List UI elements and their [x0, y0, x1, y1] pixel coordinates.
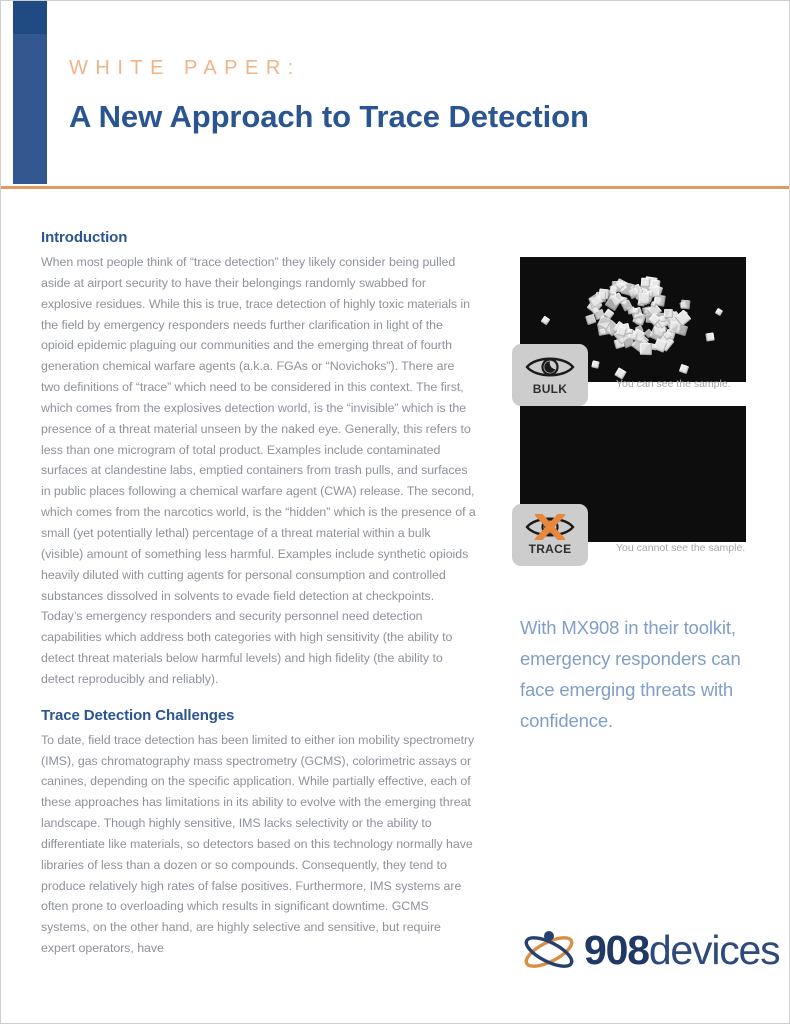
bulk-caption: You can see the sample.	[616, 378, 731, 390]
crystal-fleck	[591, 360, 599, 368]
article-body-column	[41, 229, 476, 959]
page-title: A New Approach to Trace Detection	[69, 99, 589, 134]
company-logo	[520, 926, 779, 974]
section-heading-introduction: Introduction	[41, 229, 128, 246]
section-paragraph-introduction: When most people think of “trace detection” they likely consider being pulled aside at airport security to have their belongings randomly swabbed for explosive residues. While this is true, trace detection of highly toxic materials in the field by emergency responders needs further clarification in light of the opioid epidemic plaguing our communities and the emerging threat of fourth generation chemical warfare agents (a.k.a. FGAs or “Novichoks”). There are two definitions of “trace” which need to be considered in this context. The first, which comes from the explosives detection world, is the “invisible” which is the presence of a threat material unseen by the naked eye. Generally, this refers to less than one microgram of total product. Examples include contaminated surfaces at clandestine labs, emptied containers from trash pulls, and surfaces in public places following a chemical warfare agent (CWA) release. The second, which comes from the narcotics world, is the “hidden” which is the presence of a small (yet potentially lethal) percentage of a threat material within a bulk (visible) amount of something less harmful. Examples include synthetic opioids heavily diluted with cutting agents for personal consumption and controlled substances dissolved in solvents to evade field detection at checkpoints. Today’s emergency responders and security personnel need detection capabilities which address both categories with high sensitivity (the ability to detect threat materials below harmful levels) and high fidelity (the ability to detect reproducibly and reliably).	[41, 255, 476, 686]
figure-trace	[520, 406, 752, 556]
bulk-badge-label: BULK	[532, 382, 568, 396]
crystal-fleck	[599, 328, 606, 335]
page-header	[1, 1, 790, 189]
eye-crossed-out-icon	[524, 514, 576, 540]
crystal-fleck	[679, 364, 689, 374]
trace-caption: You cannot see the sample.	[616, 542, 746, 554]
figure-bulk	[520, 257, 752, 396]
crystal-fleck	[680, 299, 690, 309]
header-divider-rule	[1, 186, 790, 189]
header-sidebar-accent-dark	[13, 1, 47, 34]
trace-badge	[512, 504, 588, 566]
bulk-badge	[512, 344, 588, 406]
crystal-fleck	[664, 309, 673, 318]
pull-quote: With MX908 in their toolkit, emergency responders can face emerging threats with confidence.	[520, 617, 741, 731]
crystal-fleck	[705, 332, 714, 341]
header-sidebar-accent-light	[13, 34, 47, 184]
logo-text-primary: 908	[584, 926, 649, 973]
crystal-fleck	[715, 308, 723, 316]
section-paragraph-trace-detection-challenges: To date, field trace detection has been limited to either ion mobility spectrometry (IMS), gas chromatography mass spectrometry (GCMS), colorimetric assays or canines, depending on the specific application. While partially effective, each of these approaches has limitations in its ability to evolve with the emerging threat landscape. Though highly sensitive, IMS lacks selectivity or the ability to differentiate like materials, so detectors based on this technology normally have libraries of less than a dozen or so compounds. Consequently, they tend to produce relatively high rates of false positives. Furthermore, IMS systems are often prone to overloading which results in significant downtime. GCMS systems, on the other hand, are highly selective and sensitive, but require expert operators, have	[41, 732, 475, 956]
section-heading-trace-detection-challenges: Trace Detection Challenges	[41, 706, 235, 724]
crystal-fleck	[640, 343, 652, 355]
document-eyebrow: WHITE PAPER:	[69, 57, 301, 79]
908devices-logo-mark	[520, 926, 578, 974]
crystal-fleck	[541, 316, 551, 326]
logo-text-secondary: devices	[648, 926, 780, 973]
eye-icon	[524, 354, 576, 380]
crystal-fleck	[641, 278, 651, 288]
logo-wordmark	[584, 926, 780, 973]
crystal-fleck	[639, 292, 650, 303]
sidebar-column	[520, 229, 752, 736]
trace-badge-label: TRACE	[528, 542, 572, 556]
